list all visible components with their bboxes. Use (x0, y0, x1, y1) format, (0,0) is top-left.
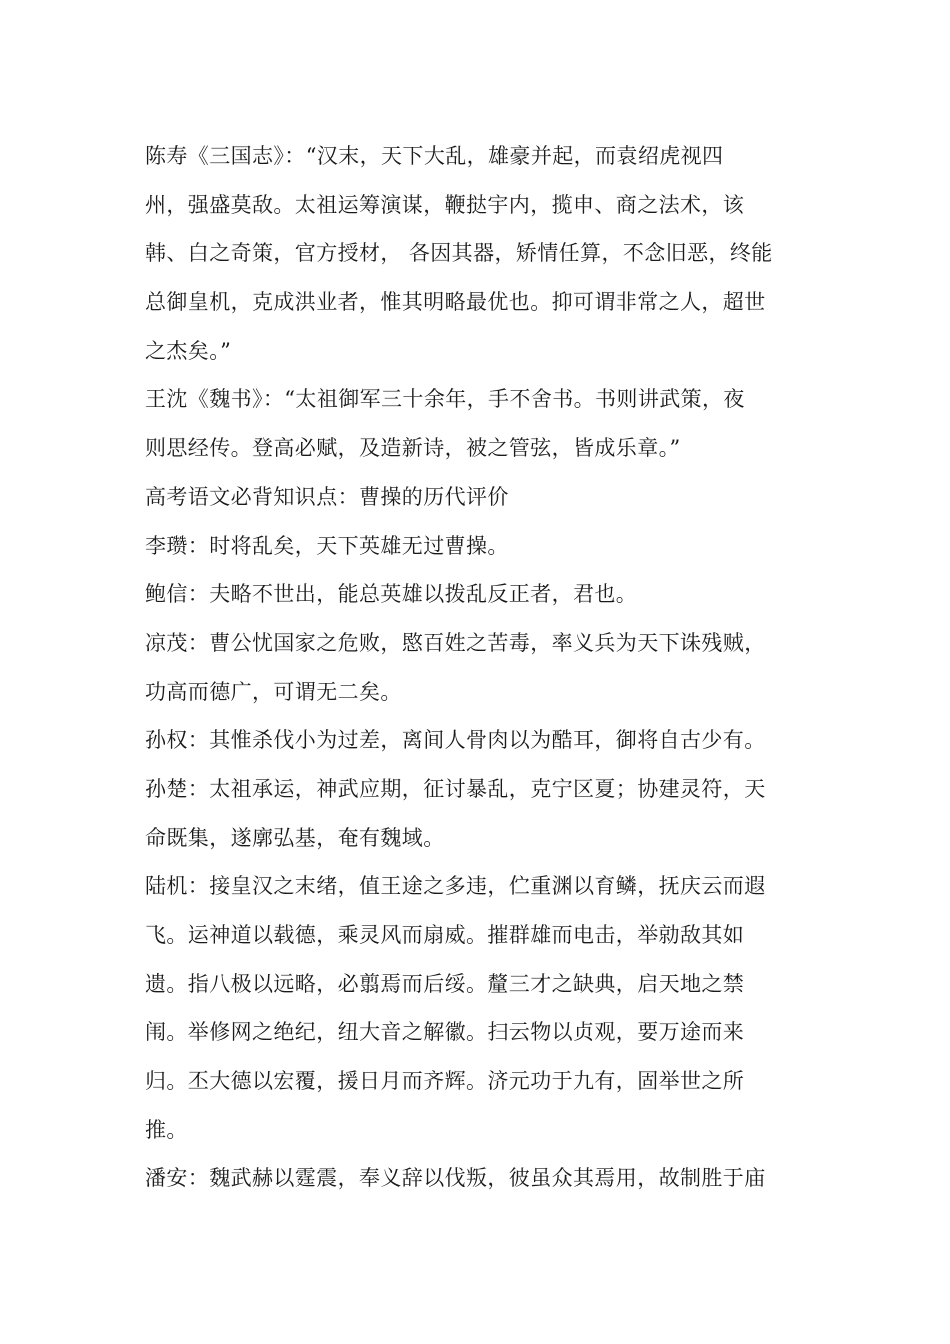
text-line: 总御皇机，克成洪业者，惟其明略最优也。抑可谓非常之人，超世 (145, 290, 766, 315)
text-line: 则思经传。登高必赋，及造新诗，被之管弦，皆成乐章。” (145, 436, 681, 461)
text-line: 闱。举修网之绝纪，纽大音之解徽。扫云物以贞观，要万途而来 (145, 1020, 745, 1045)
document-body (145, 132, 810, 1203)
text-line: 孙权：其惟杀伐小为过差，离间人骨肉以为酷耳，御将自古少有。 (145, 728, 766, 753)
text-line: 飞。运神道以载德，乘灵风而扇威。摧群雄而电击，举勍敌其如 (145, 923, 745, 947)
text-line: 功高而德广，可谓无二矣。 (145, 679, 402, 704)
text-line: 王沈《魏书》：“太祖御军三十余年，手不舍书。书则讲武策，夜 (145, 387, 745, 412)
text-line: 遗。指八极以远略，必翦焉而后绥。釐三才之缺典，启天地之禁 (145, 971, 745, 996)
text-line: 韩、白之奇策，官方授材， 各因其器，矫情任算，不念旧恶，终能 (145, 241, 773, 266)
text-line: 归。丕大德以宏覆，援日月而齐辉。济元功于九有，固举世之所 (145, 1069, 745, 1094)
text-line: 陈寿《三国志》：“汉末，天下大乱，雄豪并起，而袁绍虎视四 (145, 144, 724, 168)
text-line: 李瓒：时将乱矣，天下英雄无过曹操。 (145, 533, 509, 558)
text-line: 孙楚：太祖承运，神武应期，征讨暴乱，克宁区夏；协建灵符，天 (145, 776, 766, 801)
text-line: 凉茂：曹公忧国家之危败，愍百姓之苦毒，率义兵为天下诛残贼， (145, 630, 766, 655)
text-line: 之杰矣。” (145, 338, 232, 363)
text-line: 州，强盛莫敌。太祖运筹演谋，鞭挞宇内，揽申、商之法术，该 (145, 192, 745, 217)
text-line: 命既集，遂廓弘基，奄有魏域。 (145, 825, 445, 850)
text-line: 陆机：接皇汉之末绪，值王途之多违，伫重渊以育鳞，抚庆云而遐 (145, 874, 766, 899)
text-line: 潘安：魏武赫以霆震，奉义辞以伐叛，彼虽众其焉用，故制胜于庙 (145, 1166, 766, 1191)
text-line: 鲍信：夫略不世出，能总英雄以拨乱反正者，君也。 (145, 582, 638, 607)
section-heading: 高考语文必背知识点：曹操的历代评价 (145, 484, 509, 509)
text-line: 推。 (145, 1117, 188, 1142)
